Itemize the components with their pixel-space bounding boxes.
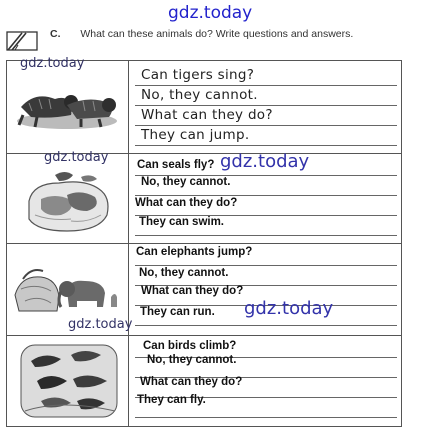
task-instruction [50, 28, 402, 41]
answer-line: Can tigers sing? [141, 67, 255, 83]
tigers-illustration [11, 75, 123, 140]
seals-illustration [11, 165, 123, 242]
exercise-table [6, 60, 402, 427]
watermark-top: gdz.today [168, 3, 253, 23]
answer-line: What can they do? [135, 197, 238, 209]
answer-line: What can they do? [141, 107, 273, 123]
watermark: gdz.today [244, 298, 334, 319]
answer-line: They can jump. [141, 127, 250, 143]
answer-line: No, they cannot. [141, 87, 258, 103]
answer-line: Can seals fly? [137, 159, 215, 171]
answer-line: Can elephants jump? [136, 246, 253, 258]
birds-illustration [11, 341, 123, 426]
answer-line: No, they cannot. [147, 354, 237, 366]
answer-line: They can fly. [137, 394, 206, 406]
answer-line: What can they do? [140, 376, 243, 388]
answer-line: They can run. [140, 306, 215, 318]
watermark: gdz.today [20, 56, 85, 71]
answer-line: No, they cannot. [139, 267, 229, 279]
watermark: gdz.today [220, 151, 310, 172]
answer-line: They can swim. [139, 216, 225, 228]
watermark: gdz.today [44, 150, 109, 165]
task-letter: C. [50, 28, 61, 40]
pencil-icon [6, 30, 42, 52]
elephants-illustration [11, 261, 123, 322]
answer-line: No, they cannot. [141, 176, 231, 188]
answer-line: What can they do? [141, 285, 244, 297]
task-text: What can these animals do? Write questions and answers. [80, 28, 354, 40]
answer-line: Can birds climb? [143, 340, 237, 352]
row-divider-3 [7, 335, 401, 336]
watermark: gdz.today [68, 317, 133, 332]
row-divider-2 [7, 243, 401, 244]
